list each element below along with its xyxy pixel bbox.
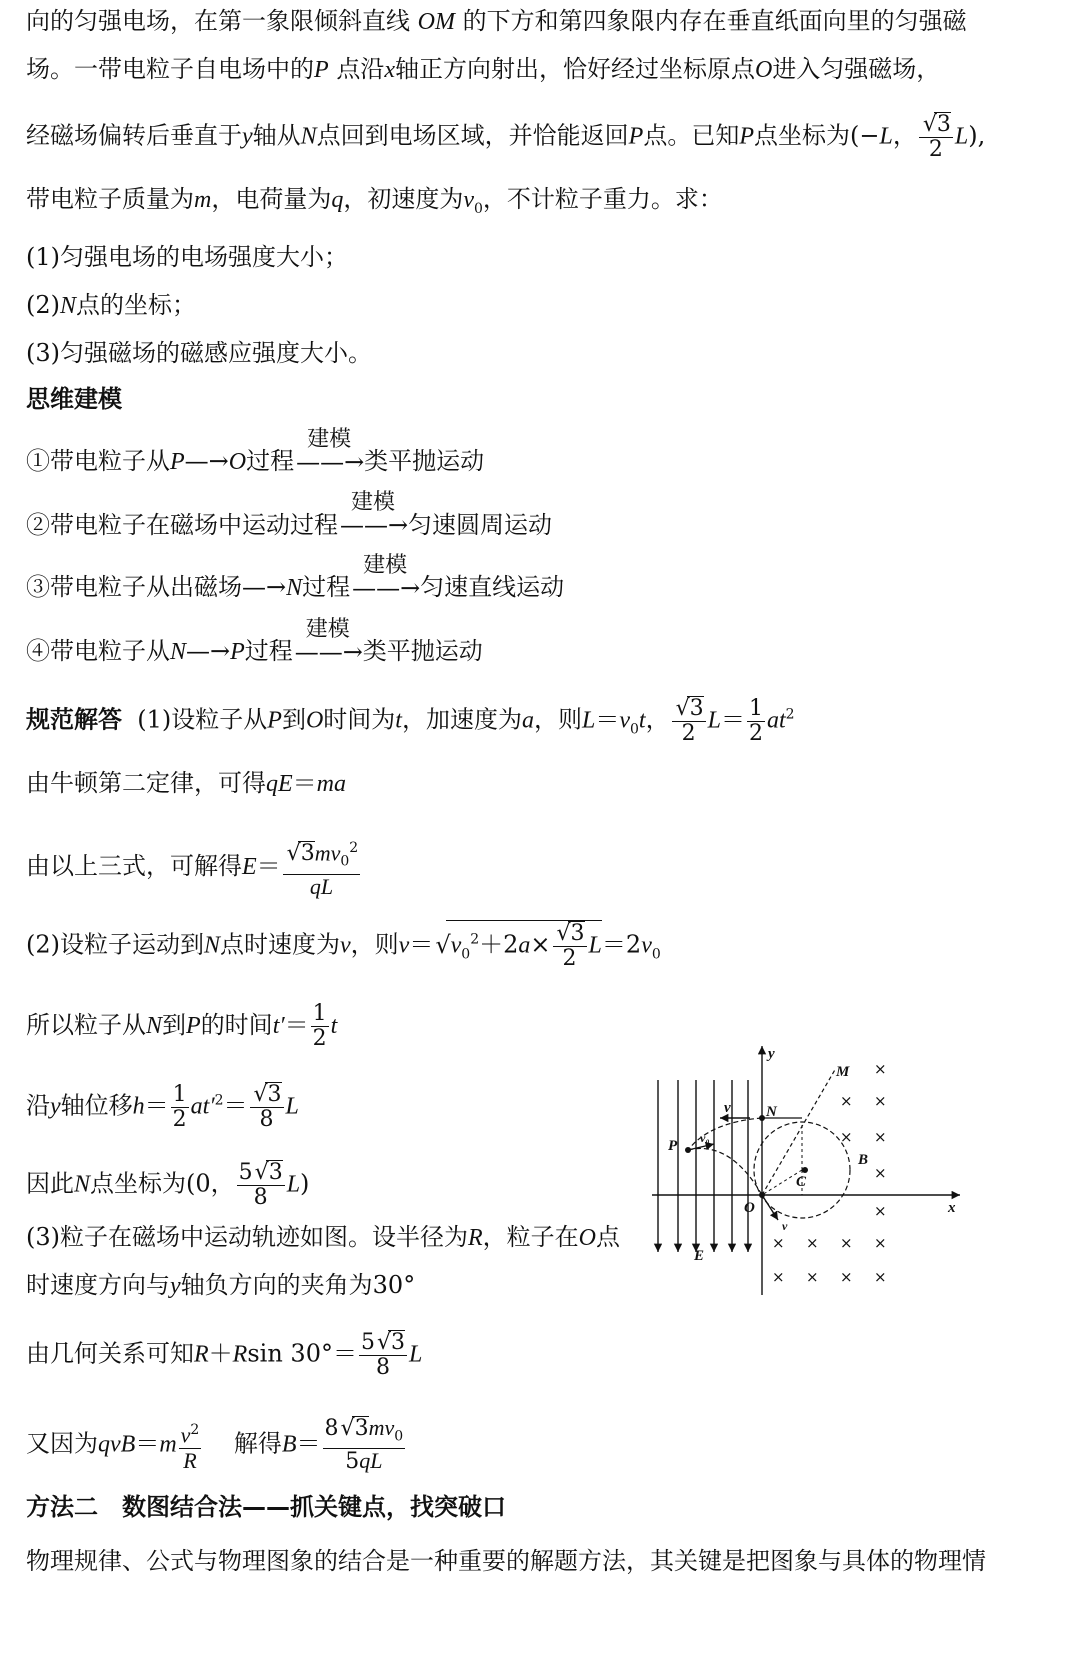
solution-line-10: 由几何关系可知R＋Rsin 30°＝ $\frac{5√ 3}{8}$ L bbox=[26, 1330, 422, 1380]
problem-line-1 bbox=[26, 6, 967, 37]
text: 点 bbox=[596, 1223, 621, 1251]
text: ，粒子在 bbox=[482, 1223, 579, 1251]
arrow: ——→ bbox=[352, 574, 421, 602]
svg-text:×: × bbox=[840, 1234, 853, 1252]
solution-line-9: 时速度方向与y轴负方向的夹角为30° bbox=[26, 1271, 416, 1299]
math-N: N bbox=[300, 123, 317, 150]
solution-line-3: 由以上三式，可解得E＝ √ $\frac{3mv_0^2}{qL}$ bbox=[26, 836, 362, 899]
label-B: B bbox=[858, 1152, 869, 1168]
arrow-label: 建模 bbox=[307, 427, 352, 452]
velocity-arrow-out bbox=[762, 1195, 778, 1220]
solution-line-2: 由牛顿第二定律，可得qE＝ma bbox=[26, 769, 347, 797]
arrow: ——→ bbox=[294, 638, 363, 666]
svg-text:×: × bbox=[874, 1164, 887, 1182]
solution-line-6: 沿y轴位移h＝ $\frac{1}{2}$ $at'^2=$ √ $\frac{3}{8}$ L bbox=[26, 1082, 299, 1132]
problem-line-3: 经磁场偏转后垂直于y轴从N点回到电场区域，并恰能返回P点。已知P点坐标为(−L， √ $\frac{3}{2}$ L), bbox=[26, 112, 985, 162]
text: 时间为 bbox=[323, 705, 396, 734]
math-O: O bbox=[754, 57, 773, 83]
math-P: P bbox=[739, 123, 755, 150]
arrow-label: 建模 bbox=[350, 490, 395, 515]
math-L: L bbox=[879, 123, 893, 150]
text: 因此 bbox=[26, 1169, 74, 1198]
text: 由以上三式，可解得 bbox=[26, 851, 242, 880]
solution-line-11: 又因为qvB＝m $\frac{v^2}{R}$ 解得B＝ $\frac{8√ 3mv_0}{5qL}$ bbox=[26, 1416, 407, 1474]
point-C bbox=[802, 1167, 808, 1173]
path-P-to-O bbox=[688, 1148, 762, 1195]
math-y: y bbox=[242, 123, 253, 150]
text: 向的匀强电场，在第一象限倾斜直线 bbox=[26, 7, 410, 35]
label-y: y bbox=[768, 1046, 775, 1062]
text: ②带电粒子在磁场中运动过程 bbox=[26, 511, 338, 539]
svg-text:×: × bbox=[874, 1202, 887, 1220]
text: ，电荷量为 bbox=[211, 185, 332, 213]
text: ，则 bbox=[350, 930, 399, 959]
modeling-step-2 bbox=[26, 490, 552, 540]
text: 点沿 bbox=[336, 55, 385, 83]
modeling-heading: 思维建模 bbox=[26, 385, 122, 413]
math-P: P bbox=[314, 57, 329, 83]
question-2: (2)N点的坐标； bbox=[26, 291, 197, 319]
modeling-arrow bbox=[352, 553, 421, 603]
last-line: 物理规律、公式与物理图象的结合是一种重要的解题方法，其关键是把图象与具体的物理情 bbox=[26, 1547, 986, 1575]
svg-text:×: × bbox=[806, 1268, 819, 1286]
point-N bbox=[759, 1115, 765, 1121]
text: 匀速直线运动 bbox=[420, 573, 565, 601]
label-v: v bbox=[724, 1100, 731, 1116]
text: 点。已知 bbox=[643, 121, 740, 150]
text: ，初速度为 bbox=[343, 185, 464, 213]
arrow-label: 建模 bbox=[363, 553, 408, 578]
modeling-step-3: ③带电粒子从出磁场—→N过程 建模 ——→匀速直线运动 bbox=[26, 553, 565, 602]
solution-line-1: 规范解答 (1)设粒子从P到O时间为t，加速度为a，则$L=v_0t$， √ $\frac{3}{2}$ L＝ $\frac{1}{2}$ $at^2$ bbox=[26, 696, 795, 746]
label-O: O bbox=[744, 1200, 755, 1216]
svg-text:×: × bbox=[772, 1268, 785, 1286]
text: 由几何关系可知 bbox=[26, 1339, 194, 1368]
text: 场。一带电粒子自电场中的 bbox=[26, 55, 314, 83]
svg-text:×: × bbox=[874, 1092, 887, 1110]
method-heading: 方法二 数图结合法——抓关键点，找突破口 bbox=[26, 1493, 506, 1521]
modeling-step-1: ①带电粒子从P—→O过程 建模 ——→类平抛运动 bbox=[26, 427, 485, 476]
text: 解得 bbox=[233, 1429, 282, 1458]
text: 到 bbox=[162, 1011, 187, 1039]
text: 点回到电场区域，并恰能返回 bbox=[316, 121, 629, 150]
text: 过程 bbox=[244, 637, 293, 665]
text: 类平抛运动 bbox=[362, 637, 483, 665]
electric-field-lines bbox=[658, 1080, 748, 1252]
modeling-arrow bbox=[294, 617, 363, 667]
svg-text:×: × bbox=[874, 1268, 887, 1286]
arrow: ——→ bbox=[296, 448, 365, 476]
text: 时速度方向与 bbox=[26, 1271, 170, 1299]
math-OM: OM bbox=[417, 9, 455, 35]
modeling-arrow bbox=[340, 490, 409, 540]
text: ), bbox=[968, 121, 986, 150]
text: 点坐标为(− bbox=[754, 121, 880, 150]
fraction: √ $\frac{3}{2}$ bbox=[919, 112, 953, 162]
svg-text:×: × bbox=[874, 1060, 887, 1078]
svg-text:×: × bbox=[874, 1234, 887, 1252]
modeling-step-4: ④带电粒子从N—→P过程 建模 ——→类平抛运动 bbox=[26, 617, 483, 666]
text: 轴正方向射出，恰好经过坐标原点 bbox=[394, 55, 755, 83]
text: 点时速度为 bbox=[220, 930, 341, 959]
magnetic-field-crosses bbox=[772, 1060, 887, 1286]
label-M: M bbox=[836, 1064, 850, 1080]
label-N: N bbox=[766, 1104, 777, 1120]
svg-text:×: × bbox=[840, 1092, 853, 1110]
text: (2) bbox=[26, 291, 60, 319]
math-x: x bbox=[384, 57, 395, 83]
text: 带电粒子质量为 bbox=[26, 185, 194, 213]
label-x: x bbox=[948, 1200, 956, 1216]
text: 进入匀强磁场， bbox=[772, 55, 941, 83]
label-v-out: v bbox=[782, 1219, 788, 1233]
text: 沿 bbox=[26, 1091, 50, 1120]
text: ，加速度为 bbox=[401, 705, 522, 734]
solution-line-8: (3)粒子在磁场中运动轨迹如图。设半径为R，粒子在O点 bbox=[26, 1223, 621, 1251]
solution-line-5: 所以粒子从N到P的时间t′＝ $\frac{1}{2}$ t bbox=[26, 1001, 338, 1051]
svg-text:×: × bbox=[840, 1128, 853, 1146]
arrow: ——→ bbox=[340, 511, 409, 539]
point-P bbox=[685, 1147, 691, 1153]
trajectory-diagram bbox=[650, 1040, 980, 1300]
question-1: (1)匀强电场的电场强度大小； bbox=[26, 243, 348, 271]
text: ③带电粒子从出磁场 bbox=[26, 573, 242, 601]
text: 轴负方向的夹角为30° bbox=[180, 1271, 416, 1299]
text: ①带电粒子从 bbox=[26, 447, 170, 475]
math-P: P bbox=[628, 123, 644, 150]
text: ，则 bbox=[533, 705, 582, 734]
label-C: C bbox=[796, 1174, 807, 1190]
text: 过程 bbox=[302, 573, 351, 601]
text: ，不计粒子重力。求： bbox=[482, 185, 723, 213]
text: (3)粒子在磁场中运动轨迹如图。设半径为 bbox=[26, 1223, 468, 1251]
arrow-label: 建模 bbox=[305, 617, 350, 642]
text: 类平抛运动 bbox=[364, 447, 485, 475]
text: 的下方和第四象限内存在垂直纸面向里的匀强磁 bbox=[462, 7, 967, 35]
svg-text:×: × bbox=[772, 1234, 785, 1252]
label-E: E bbox=[694, 1248, 705, 1264]
text: (1)设粒子从 bbox=[137, 705, 268, 734]
text: (2)设粒子运动到 bbox=[26, 930, 204, 959]
text: 到 bbox=[281, 705, 306, 734]
text: 点的坐标； bbox=[76, 291, 197, 319]
text: 匀速圆周运动 bbox=[408, 511, 552, 539]
text: 由牛顿第二定律，可得 bbox=[26, 769, 266, 797]
point-O bbox=[759, 1192, 765, 1198]
text: 经磁场偏转后垂直于 bbox=[26, 121, 242, 150]
svg-text:×: × bbox=[840, 1268, 853, 1286]
problem-line-2 bbox=[26, 54, 940, 85]
solution-heading: 规范解答 bbox=[26, 705, 122, 734]
text: 又因为 bbox=[26, 1429, 98, 1458]
svg-text:×: × bbox=[874, 1128, 887, 1146]
text: 过程 bbox=[246, 447, 295, 475]
problem-line-4: 带电粒子质量为m，电荷量为q，初速度为$v_0$，不计粒子重力。求： bbox=[26, 185, 723, 217]
text: 轴从 bbox=[252, 121, 301, 150]
text: 的时间 bbox=[200, 1011, 273, 1039]
text: ④带电粒子从 bbox=[26, 637, 170, 665]
text: 点坐标为(0， bbox=[90, 1169, 235, 1198]
label-v0: v₀ bbox=[700, 1131, 710, 1145]
text: 所以粒子从 bbox=[26, 1011, 146, 1039]
text: 轴位移 bbox=[60, 1091, 133, 1120]
modeling-arrow bbox=[296, 427, 365, 477]
question-3: (3)匀强磁场的磁感应强度大小。 bbox=[26, 339, 372, 367]
svg-text:×: × bbox=[806, 1234, 819, 1252]
solution-line-7: 因此N点坐标为(0， $\frac{5√ 3}{8}$ L) bbox=[26, 1160, 309, 1210]
solution-line-4: (2)设粒子运动到N点时速度为v，则v＝√ $v_0^2+2a\times$ √ $\frac{3}{2}$ $L=2v_0$ bbox=[26, 920, 661, 971]
label-P: P bbox=[668, 1138, 678, 1154]
